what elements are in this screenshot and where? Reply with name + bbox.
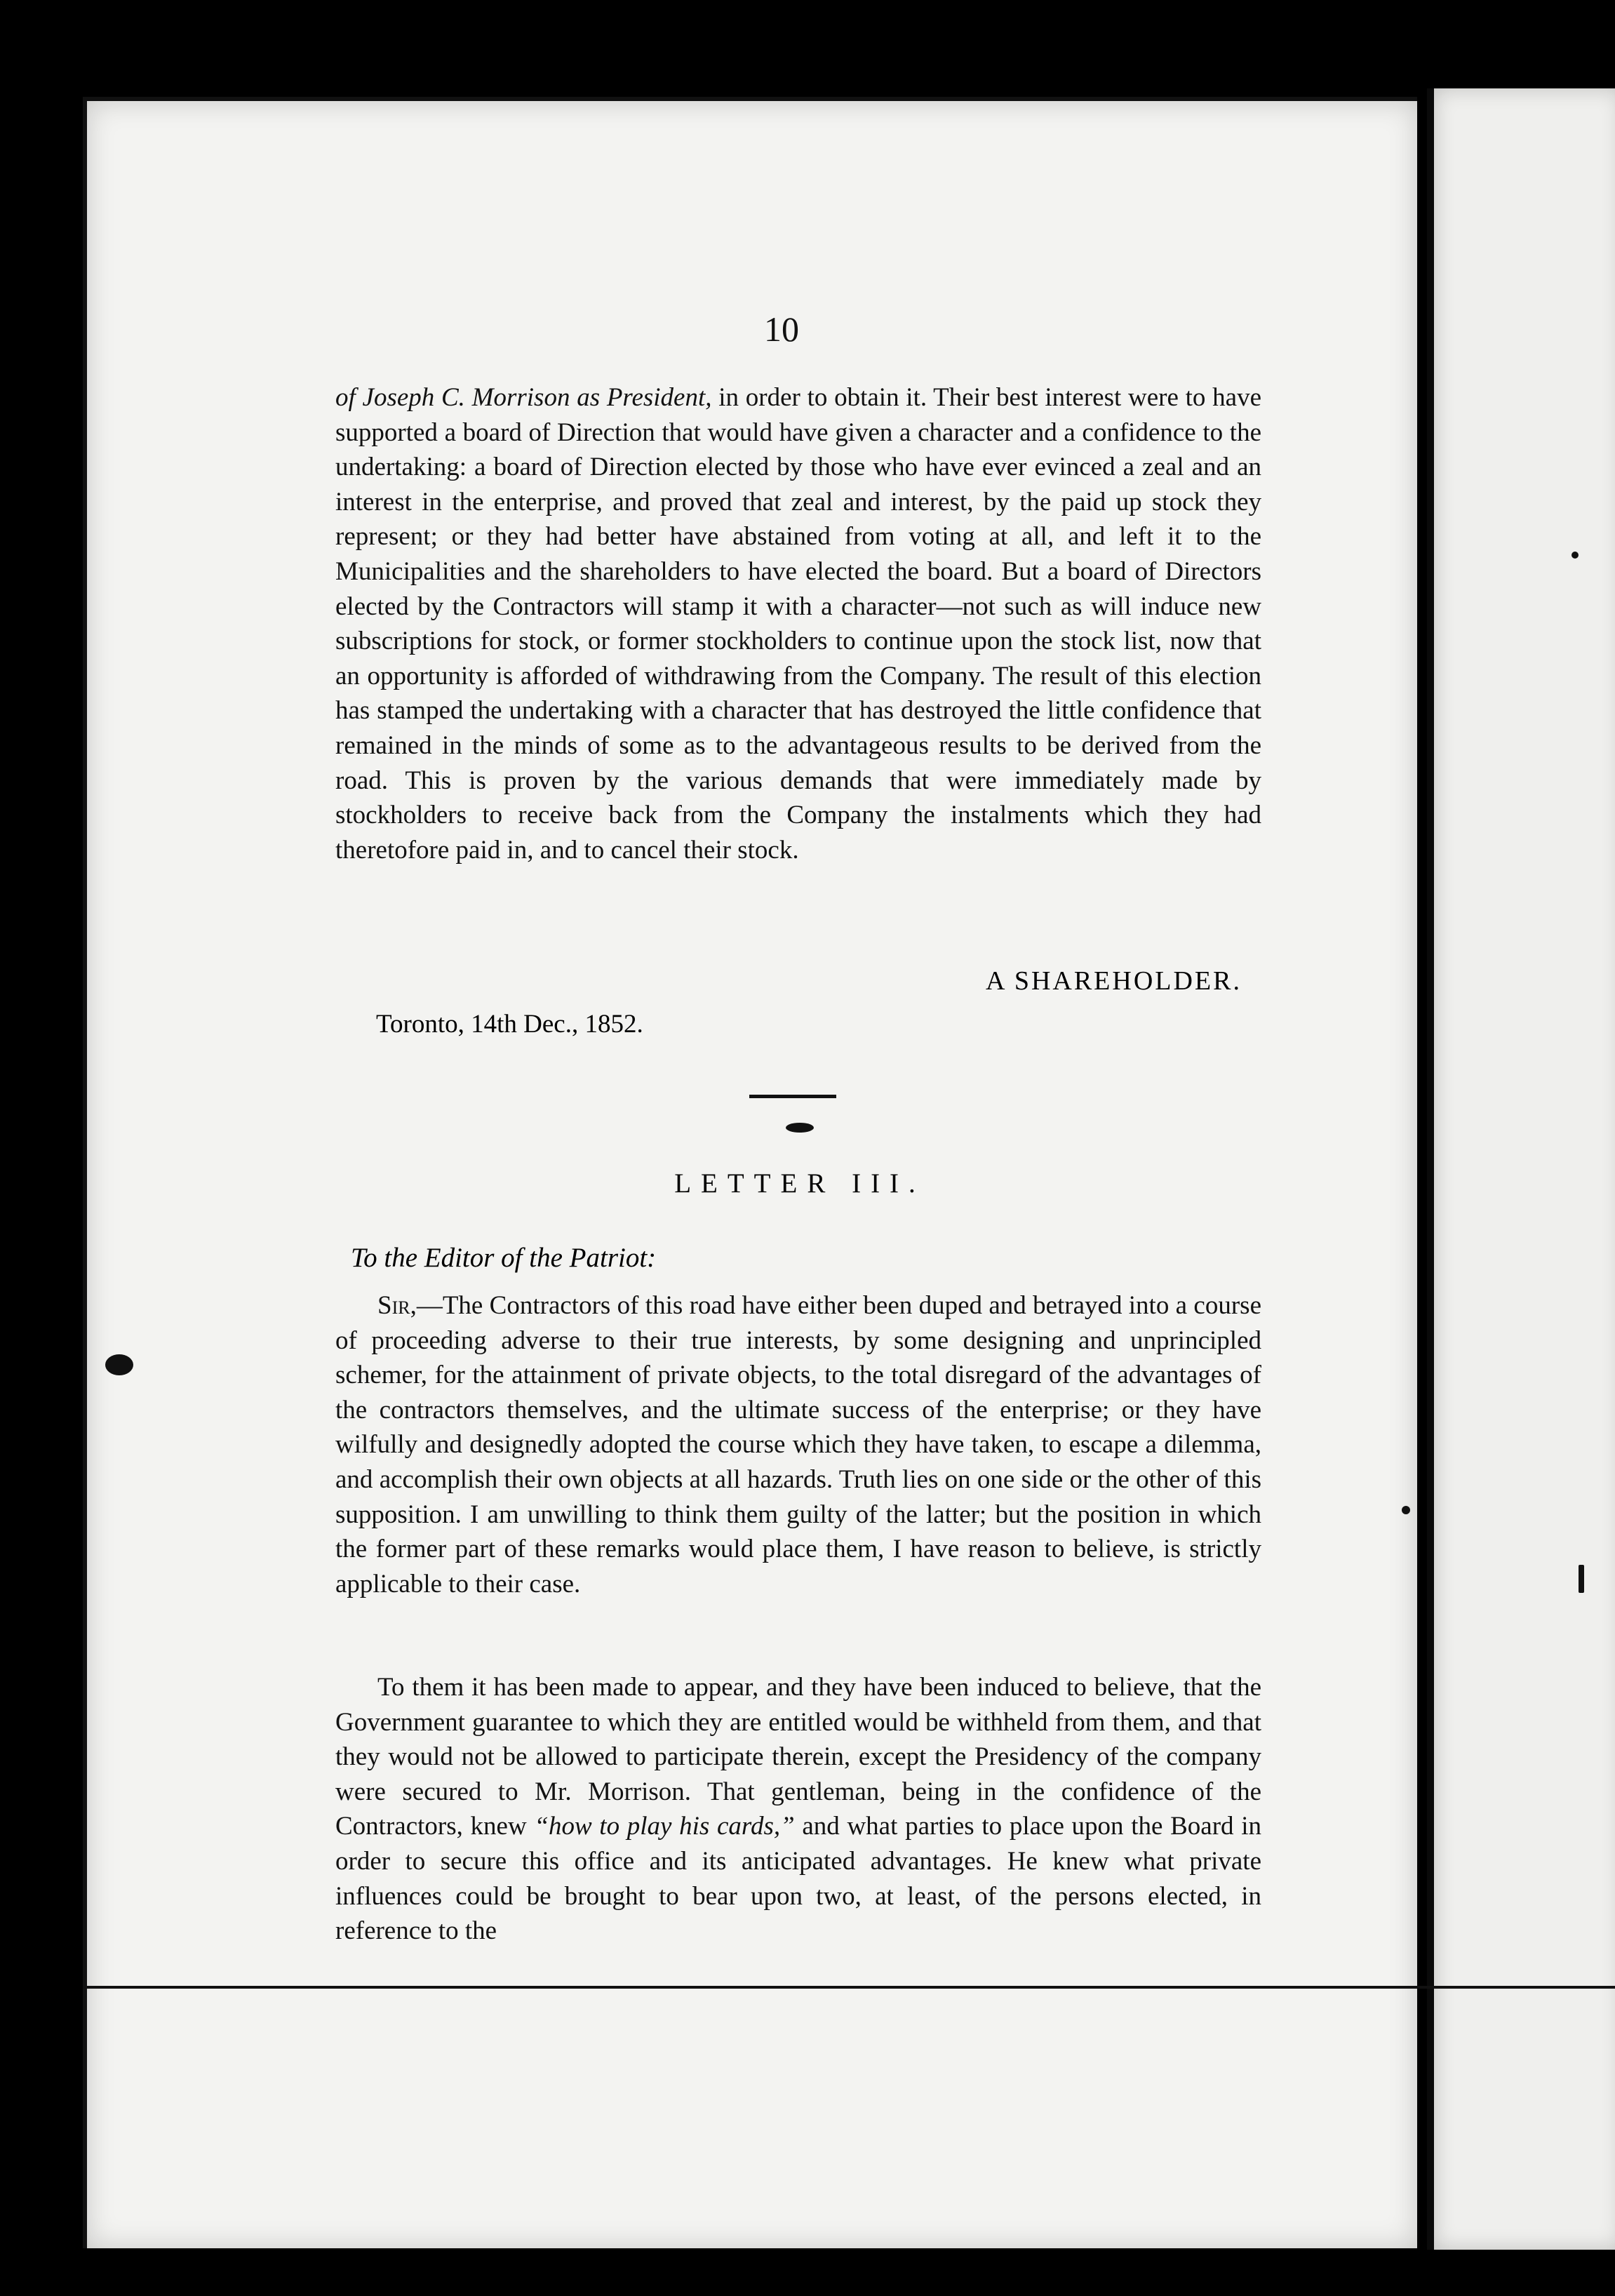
letter-heading: LETTER III. bbox=[674, 1168, 925, 1199]
section-ornament bbox=[786, 1123, 814, 1133]
salutation-word: Sir, bbox=[377, 1291, 417, 1320]
page-number: 10 bbox=[764, 309, 799, 349]
ink-blot bbox=[105, 1354, 133, 1375]
italic-quote: “how to play his cards,” bbox=[534, 1812, 795, 1841]
scan-line-lower bbox=[83, 1986, 1615, 1989]
dateline: Toronto, 14th Dec., 1852. bbox=[376, 1010, 643, 1039]
paragraph-body: in order to obtain it. Their best interest were to have supported a board of Direction that would have given a character and a confidence to the undertaking: a board of Direction elected by those who have ever evinced a zeal and an interest in the enterprise, and proved that zeal and interest, by the paid up stock they represent; or they had better have abstained from voting at all, and left it to the Municipalities and the shareholders to have elected the board. But a board of Directors elected by the Contractors will stamp it with a character—not such as will induce new subscriptions for stock, or former stockholders to continue upon the stock list, now that an opportunity is afforded of withdrawing from the Company. The result of this election has stamped the undertaking with a character that has destroyed the little confidence that remained in the minds of some as to the advantageous results to be derived from the road. This is proven by the various demands that were immediately made by stockholders to receive back from the Company the instalments which they had theretofore paid in, and to cancel their stock. bbox=[335, 383, 1261, 865]
paragraph-body-a: To them it has been made to appear, and they have been induced to believe, that the Government guarantee to which they are entitled would be withheld from them, and that they would not be allowed to participate therein, except the Presidency of the company were secured to Mr. Morrison. That gentleman, being in the confidence of the Contractors, knew bbox=[335, 1673, 1261, 1841]
signature: A SHAREHOLDER. bbox=[985, 966, 1242, 996]
italic-lead: of Joseph C. Morrison as President, bbox=[335, 383, 712, 412]
paragraph-body: —The Contractors of this road have either been duped and betrayed into a course of proceeding adverse to their true interests, by some designing and unprincipled schemer, for the attainment of private objects, to the total disregard of the advantages of the contractors themselves, and the ultimate success of the enterprise; or they have wilfully and designedly adopted the course which they have taken, to escape a dilemma, and accomplish their own objects at all hazards. Truth lies on one side or the other of this supposition. I am unwilling to think them guilty of the latter; but the position in which the former part of these remarks would place them, I have reason to believe, is strictly applicable to their case. bbox=[335, 1291, 1261, 1598]
right-page-edge bbox=[1427, 88, 1615, 2250]
ink-mark bbox=[1579, 1565, 1584, 1593]
ink-speck bbox=[1402, 1506, 1410, 1514]
ink-speck bbox=[1572, 552, 1579, 559]
paragraph-body-b: and what parties to place upon the Board in order to secure this office and its anticipated advantages. He knew what private influences could be brought to bear upon two, at least, of the persons elected, in reference to the bbox=[335, 1812, 1261, 1946]
section-rule bbox=[749, 1095, 836, 1098]
salutation: To the Editor of the Patriot: bbox=[351, 1243, 657, 1273]
letter-three-paragraph-2 bbox=[335, 1670, 1261, 1949]
letter-two-final-paragraph bbox=[335, 380, 1261, 867]
letter-three-paragraph-1 bbox=[335, 1288, 1261, 1601]
